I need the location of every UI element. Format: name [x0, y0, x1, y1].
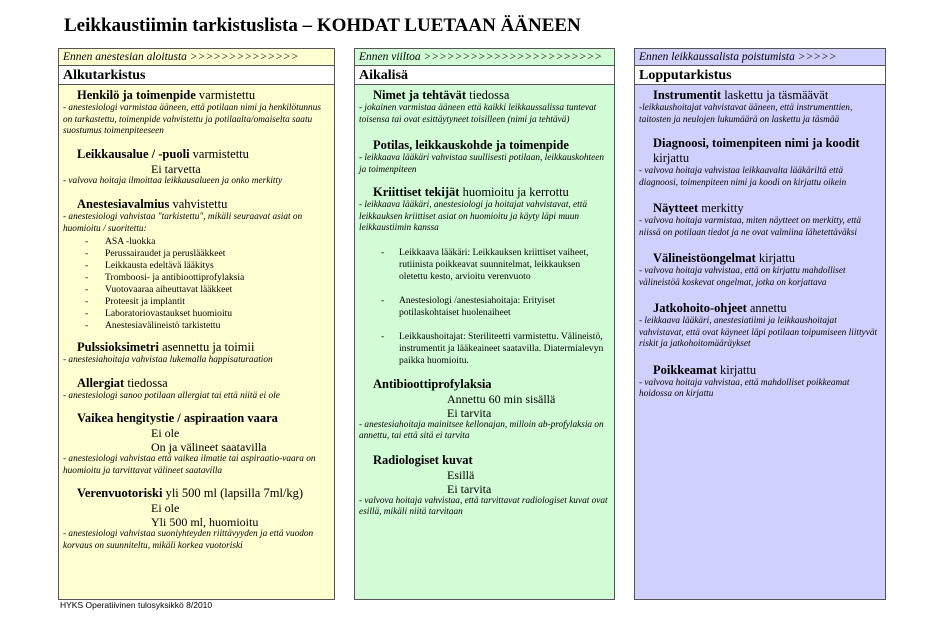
check-title: Anestesiavalmius: [77, 197, 170, 211]
check-title: Kriittiset tekijät: [373, 185, 460, 199]
page-title: Leikkaustiimin tarkistuslista – KOHDAT LUETAAN ÄÄNEEN: [64, 15, 581, 36]
column-heading: Alkutarkistus: [59, 66, 334, 85]
check-title-rest: yli 500 ml (lapsilla 7ml/kg): [162, 486, 304, 500]
check-option: Ei tarvetta: [151, 161, 201, 176]
check-item: [635, 88, 885, 126]
list-item: - Vuotovaaraa aiheuttavat lääkkeet: [105, 284, 334, 296]
check-item: [355, 453, 614, 519]
check-description: -leikkaushoitajat vahvistavat ääneen, että instrumenttien, taitosten ja neulojen lukumäärä on laskettu ja täsmää: [639, 103, 853, 125]
check-sublist: [59, 236, 334, 332]
check-title: Poikkeamat: [653, 362, 717, 377]
check-title-rest: annettu: [746, 301, 787, 315]
check-item: [635, 363, 885, 401]
check-description: - valvova hoitaja vahvistaa, että on kirjattu mahdolliset välineistöä koskevat ongelmat, jotka on korjattava: [639, 266, 846, 288]
list-item: - Proteesit ja implantit: [105, 296, 334, 308]
check-description: - valvova hoitaja vahvistaa, että tarvittavat radiologiset kuvat ovat esillä, mikäli niitä tarvitaan: [359, 495, 608, 517]
check-item: [635, 136, 885, 189]
check-title: Radiologiset kuvat: [373, 452, 473, 467]
footer-note: HYKS Operatiivinen tulosyksikkö 8/2010: [60, 600, 213, 610]
role-note: - Anestesiologi /anestesiahoitaja: Erityiset potilaskohtaiset huolenaiheet: [355, 295, 614, 319]
check-option: Ei ole: [151, 501, 180, 515]
check-title: Potilas, leikkauskohde ja toimenpide: [373, 138, 569, 152]
check-item: [59, 88, 334, 138]
check-description: - anestesiologi varmistaa ääneen, että potilaan nimi ja henkilötunnus on tarkastettu, toimenpide vahvistettu ja potilaalta/omaiselta saatu suostumus toimenpiteeseen: [63, 103, 321, 136]
check-item: [59, 340, 334, 367]
role-note: - Leikkaushoitajat: Steriliteetti varmistettu. Välineistö, instrumentit ja lääkeaineet saatavilla. Diatermialevyn paikka huomioitu.: [355, 331, 614, 367]
check-item: [355, 138, 614, 176]
check-title-rest: tiedossa: [466, 88, 510, 102]
check-title-rest: tiedossa: [124, 375, 168, 390]
check-title: Henkilö ja toimenpide: [77, 88, 196, 102]
check-title-rest: asennettu ja toimii: [158, 340, 255, 354]
check-description: - leikkaava lääkäri, anestesiologi ja hoitajat vahvistavat, että leikkauksen kriittiset asiat on huomioitu ja käyty läpi muun leikkaustiimin kanssa: [359, 200, 587, 233]
column-alkutarkistus: [58, 48, 335, 600]
check-title: Pulssioksimetri: [77, 340, 159, 354]
check-description: - leikkaava lääkäri, anestesiatiimi ja leikkaushoitajat vahvistavat, että ovat käyneet läpi potilaan toipumiseen liittyvät riskit ja jatkohoitomääräykset: [639, 316, 878, 349]
list-item: - Laboratoriovastaukset huomioitu: [105, 308, 334, 320]
column-aikalisa: [354, 48, 615, 600]
check-option: On ja välineet saatavilla: [151, 440, 267, 454]
column-heading: Lopputarkistus: [635, 66, 885, 85]
list-item: - ASA -luokka: [105, 236, 334, 248]
check-title-rest: kirjattu: [716, 362, 757, 377]
check-option: Ei tarvita: [447, 481, 492, 496]
check-title: Antibioottiprofylaksia: [373, 376, 492, 391]
phase-label: Ennen anestesian aloitusta >>>>>>>>>>>>>>: [59, 49, 334, 66]
check-title: Instrumentit: [653, 88, 722, 102]
check-description: - valvova hoitaja vahvistaa leikkaavalta lääkäriltä että diagnoosi, toimenpiteen nimi ja koodi on kirjattu oikein: [639, 166, 847, 188]
list-item: - Perussairaudet ja peruslääkkeet: [105, 248, 334, 260]
check-title: Näytteet: [653, 201, 699, 215]
phase-label: Ennen viiltoa >>>>>>>>>>>>>>>>>>>>>>>: [355, 49, 614, 66]
check-item: [59, 486, 334, 552]
check-description: - leikkaava lääkäri vahvistaa suullisesti potilaan, leikkauskohteen ja toimenpiteen: [359, 153, 605, 175]
check-option: Ei tarvita: [447, 405, 492, 420]
check-item: [59, 147, 334, 188]
check-description: - anestesiologi vahvistaa "tarkistettu", mikäli seuraavat asiat on huomioitu / suoritettu:: [63, 212, 303, 234]
check-option: Annettu 60 min sisällä: [447, 391, 556, 406]
check-item: [59, 376, 334, 403]
check-description: - anestesiahoitaja vahvistaa lukemalla happisaturaation: [63, 355, 273, 365]
check-description: - valvova hoitaja varmistaa, miten näytteet on merkitty, että niissä on potilaan tiedot ja ne ovat valmiina lähetettäväksi: [639, 216, 862, 238]
check-item: [635, 251, 885, 289]
check-description: - anestesiologi vahvistaa että vaikea ilmatie tai aspiraatio-vaara on huomioitu ja tarvittavat välineet saatavilla: [63, 454, 316, 476]
check-item: [59, 197, 334, 332]
check-item: [355, 377, 614, 443]
list-item: - Tromboosi- ja antibioottiprofylaksia: [105, 272, 334, 284]
check-option: Esillä: [447, 467, 475, 482]
check-title: Välineistöongelmat: [653, 251, 756, 265]
list-item: - Leikkausta edeltävä lääkitys: [105, 260, 334, 272]
check-title-rest: laskettu ja täsmäävät: [721, 88, 829, 102]
check-title: Jatkohoito-ohjeet: [653, 301, 747, 315]
check-title: Leikkausalue / -puoli: [77, 146, 190, 161]
check-description: - anestesiologi sanoo potilaan allergiat tai että niitä ei ole: [63, 390, 280, 401]
list-item: - Anestesiavälineistö tarkistettu: [105, 320, 334, 332]
check-description: - anestesiologi vahvistaa suoniyhteyden riittävyyden ja että vuodon korvaus on suunniteltu, mikäli korkea vuotoriski: [63, 529, 314, 551]
check-option: Ei ole: [151, 426, 180, 440]
check-title-rest: varmistettu: [189, 146, 249, 161]
check-title: Vaikea hengitystie / aspiraation vaara: [77, 411, 278, 425]
phase-label: Ennen leikkaussalista poistumista >>>>>: [635, 49, 885, 66]
check-title-rest: vahvistettu: [169, 197, 228, 211]
check-title-rest: merkitty: [698, 201, 744, 215]
check-title-rest: huomioitu ja kerrottu: [459, 185, 569, 199]
role-note: - Leikkaava lääkäri: Leikkauksen kriittiset vaiheet, rutiinista poikkeavat suunnitelmat, leikkauksen oletettu kesto, arvioitu verenvuoto: [355, 247, 614, 283]
check-option: Yli 500 ml, huomioitu: [151, 515, 259, 529]
check-description: - valvova hoitaja vahvistaa, että mahdolliset poikkeamat hoidossa on kirjattu: [639, 377, 850, 399]
check-item: [635, 201, 885, 239]
check-item: [355, 88, 614, 126]
check-item: [355, 185, 614, 367]
check-title-rest: kirjattu: [755, 251, 796, 265]
check-title-rest: kirjattu: [653, 151, 690, 165]
check-title: Allergiat: [77, 375, 125, 390]
column-heading: Aikalisä: [355, 66, 614, 85]
check-description: - valvova hoitaja ilmoittaa leikkausalueen ja onko merkitty: [63, 175, 283, 186]
check-title: Diagnoosi, toimenpiteen nimi ja koodit: [653, 136, 860, 150]
check-description: - anestesiahoitaja mainitsee kellonajan, milloin ab-profylaksia on annettu, tai että sitä ei tarvita: [359, 419, 604, 441]
check-description: - jokainen varmistaa ääneen että kaikki leikkaussalissa tuntevat toisensa tai ovat esittäytyneet toisilleen (nimi ja tehtävä): [359, 103, 597, 125]
check-item: [59, 411, 334, 477]
check-title-rest: varmistettu: [195, 88, 256, 102]
column-lopputarkistus: [634, 48, 886, 600]
check-title: Nimet ja tehtävät: [373, 88, 467, 102]
check-item: [635, 301, 885, 351]
check-title: Verenvuotoriski: [77, 486, 163, 500]
